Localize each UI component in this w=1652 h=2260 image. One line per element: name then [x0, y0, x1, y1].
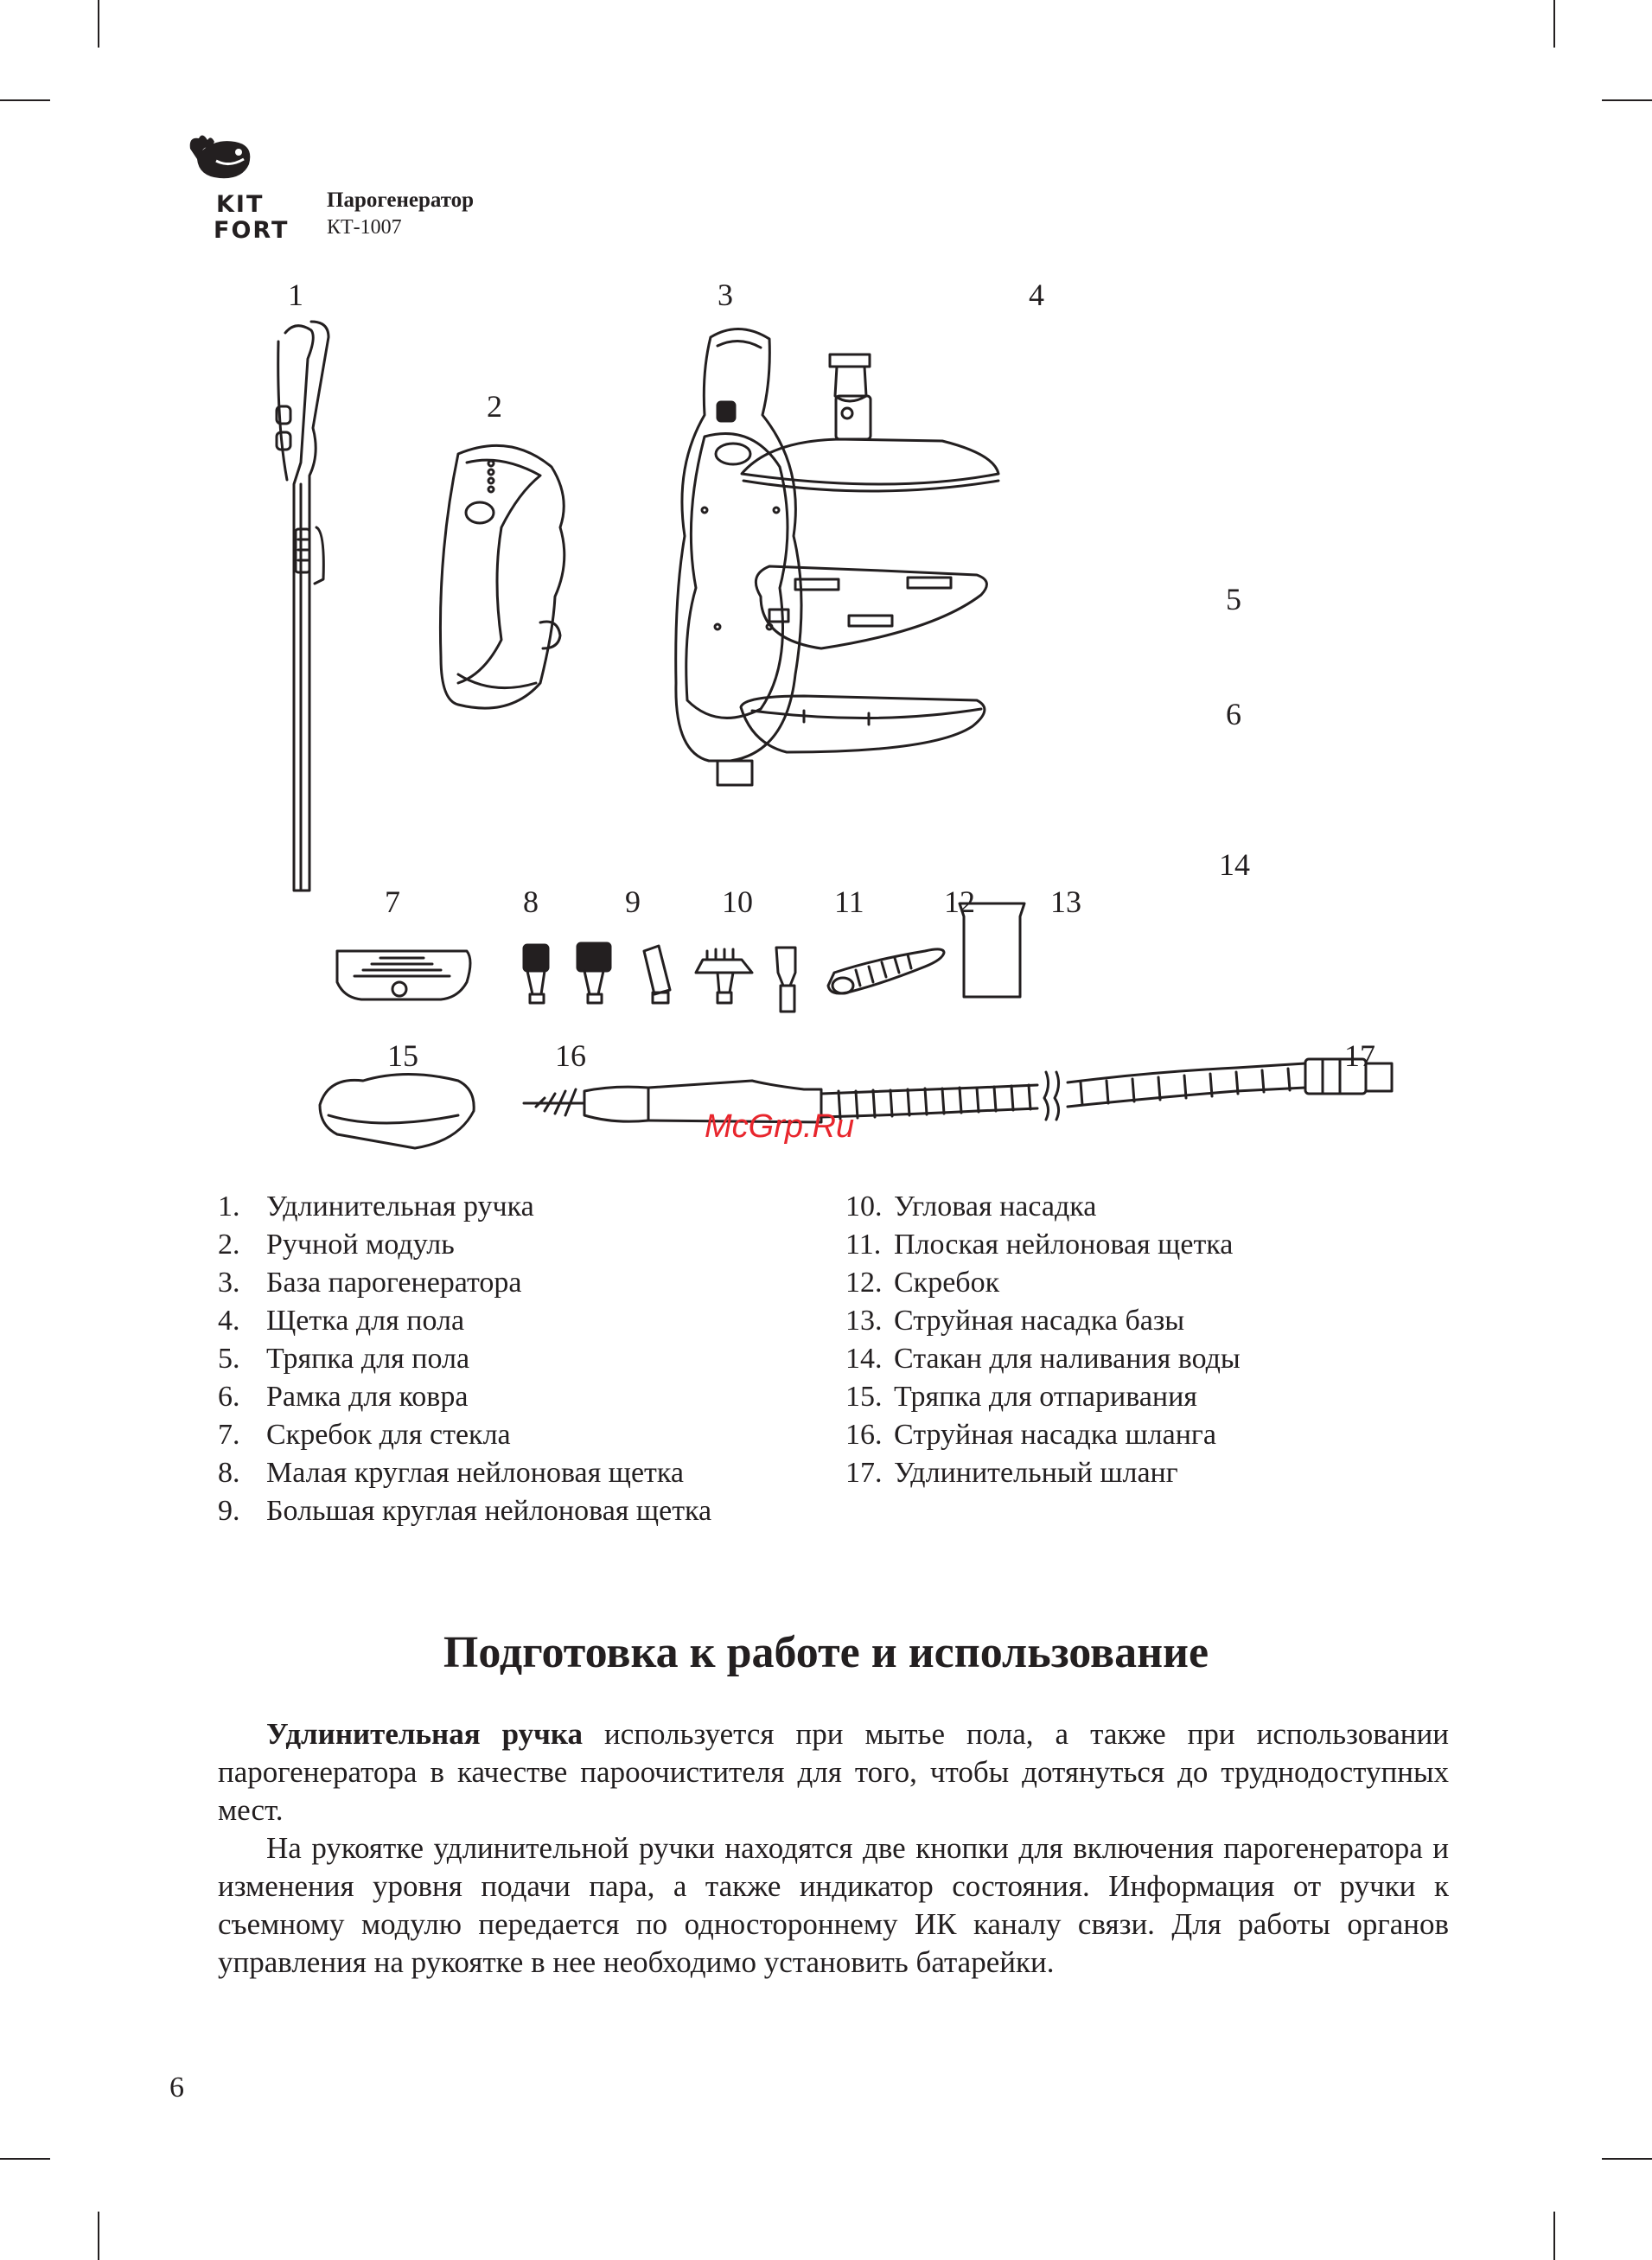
- item-label: Рамка для ковра: [266, 1381, 469, 1413]
- list-item: [218, 1188, 840, 1226]
- item-label: Скребок: [894, 1267, 1000, 1299]
- item-label: База парогенератора: [266, 1267, 522, 1299]
- crop-mark: [98, 2212, 99, 2260]
- crop-mark: [1553, 2212, 1555, 2260]
- list-item: [218, 1492, 840, 1530]
- list-item: [845, 1340, 1468, 1378]
- list-item: [845, 1226, 1468, 1264]
- label-8: 8: [523, 884, 539, 919]
- label-15: 15: [387, 1038, 418, 1073]
- part-large-round-brush: [577, 943, 610, 1003]
- item-label: Струйная насадка базы: [894, 1305, 1185, 1337]
- label-4: 4: [1029, 278, 1044, 312]
- label-5: 5: [1226, 582, 1241, 616]
- label-1: 1: [288, 278, 303, 312]
- list-item: [218, 1226, 840, 1264]
- item-label: Ручной модуль: [266, 1229, 455, 1261]
- list-item: [845, 1454, 1468, 1492]
- item-number: 8.: [218, 1457, 240, 1489]
- item-number: 16.: [845, 1419, 883, 1451]
- crop-mark: [1553, 0, 1555, 48]
- brand-wordmark: [216, 192, 289, 244]
- product-model: КТ-1007: [327, 216, 402, 239]
- part-scraper-nozzle: [776, 948, 795, 1012]
- part-floor-cloth: [756, 566, 986, 648]
- part-glass-scraper: [337, 951, 470, 999]
- paragraph-2: На рукоятке удлинительной ручки находятся две кнопки для включения парогенератора и изменения уровня подачи пара, а также индикатор состояния. Информация от ручки к съемному модулю передается по одностороннему ИК каналу связи. Для работы органов управления на рукоятке в нее необходимо установить батарейки.: [218, 1831, 1449, 1979]
- item-label: Тряпка для отпаривания: [894, 1381, 1197, 1413]
- item-label: Тряпка для пола: [266, 1343, 470, 1375]
- label-7: 7: [385, 884, 400, 919]
- part-steam-base: [676, 329, 801, 785]
- item-number: 17.: [845, 1457, 883, 1489]
- item-number: 7.: [218, 1419, 240, 1451]
- part-angle-nozzle: [644, 946, 670, 1003]
- list-item: [218, 1340, 840, 1378]
- whale-icon: [190, 135, 251, 178]
- label-6: 6: [1226, 697, 1241, 731]
- label-10: 10: [722, 884, 753, 919]
- item-label: Струйная насадка шланга: [894, 1419, 1216, 1451]
- label-11: 11: [834, 884, 864, 919]
- item-label: Скребок для стекла: [266, 1419, 511, 1451]
- item-number: 10.: [845, 1191, 883, 1223]
- item-number: 6.: [218, 1381, 240, 1413]
- watermark: McGrp.Ru: [705, 1108, 855, 1145]
- item-label: Большая круглая нейлоновая щетка: [266, 1495, 712, 1527]
- parts-figure: [199, 268, 1426, 1176]
- list-item: [845, 1416, 1468, 1454]
- item-number: 5.: [218, 1343, 240, 1375]
- item-number: 3.: [218, 1267, 240, 1299]
- label-12: 12: [944, 884, 975, 919]
- paragraph-1-bold: Удлинительная ручка: [266, 1717, 584, 1751]
- list-item: [218, 1264, 840, 1302]
- item-label: Малая круглая нейлоновая щетка: [266, 1457, 685, 1489]
- item-number: 4.: [218, 1305, 240, 1337]
- list-item: [218, 1302, 840, 1340]
- part-hand-module: [440, 445, 564, 708]
- item-label: Удлинительная ручка: [266, 1191, 534, 1223]
- item-number: 15.: [845, 1381, 883, 1413]
- list-item: [218, 1416, 840, 1454]
- crop-mark: [0, 2158, 50, 2160]
- item-label: Удлинительный шланг: [894, 1457, 1178, 1489]
- label-14: 14: [1219, 847, 1250, 882]
- label-9: 9: [625, 884, 641, 919]
- paragraph-1: [218, 1715, 1449, 1829]
- item-number: 11.: [845, 1229, 882, 1261]
- item-label: Щетка для пола: [266, 1305, 465, 1337]
- item-label: Плоская нейлоновая щетка: [894, 1229, 1234, 1261]
- crop-mark: [1602, 99, 1652, 101]
- item-number: 2.: [218, 1229, 240, 1261]
- part-small-round-brush: [524, 945, 548, 1003]
- item-label: Угловая насадка: [894, 1191, 1097, 1223]
- part-base-jet-nozzle: [828, 949, 944, 993]
- part-carpet-frame: [741, 696, 985, 752]
- part-hose-jet-nozzle: [524, 1087, 648, 1121]
- label-13: 13: [1050, 884, 1081, 919]
- paragraph-1-text: используется при мытье пола, а также при использовании парогенератора в качестве пароочистителя для того, чтобы дотянуться до труднодоступных мест.: [218, 1717, 1449, 1827]
- list-item: [218, 1378, 840, 1416]
- section-heading: Подготовка к работе и использование: [443, 1628, 1209, 1677]
- crop-mark: [98, 0, 99, 48]
- list-item: [218, 1454, 840, 1492]
- item-number: 1.: [218, 1191, 240, 1223]
- part-extension-handle: [277, 322, 328, 891]
- page-number: 6: [169, 2072, 184, 2104]
- list-item: [845, 1302, 1468, 1340]
- list-item: [845, 1188, 1468, 1226]
- label-17: 17: [1344, 1038, 1375, 1073]
- item-number: 12.: [845, 1267, 883, 1299]
- crop-mark: [1602, 2158, 1652, 2160]
- label-16: 16: [555, 1038, 586, 1073]
- list-item: [845, 1264, 1468, 1302]
- parts-list-left: [218, 1188, 840, 1530]
- part-flat-brush: [696, 949, 752, 1003]
- brand-line2: FORT: [214, 217, 290, 244]
- list-item: [845, 1378, 1468, 1416]
- item-number: 9.: [218, 1495, 240, 1527]
- brand-line1: KIT: [216, 191, 265, 218]
- item-label: Стакан для наливания воды: [894, 1343, 1241, 1375]
- label-3: 3: [718, 278, 733, 312]
- label-2: 2: [487, 389, 502, 424]
- crop-mark: [0, 99, 50, 101]
- parts-list-right: [845, 1188, 1468, 1492]
- part-steaming-cloth: [320, 1075, 474, 1149]
- product-title: Парогенератор: [327, 188, 475, 212]
- item-number: 13.: [845, 1305, 883, 1337]
- item-number: 14.: [845, 1343, 883, 1375]
